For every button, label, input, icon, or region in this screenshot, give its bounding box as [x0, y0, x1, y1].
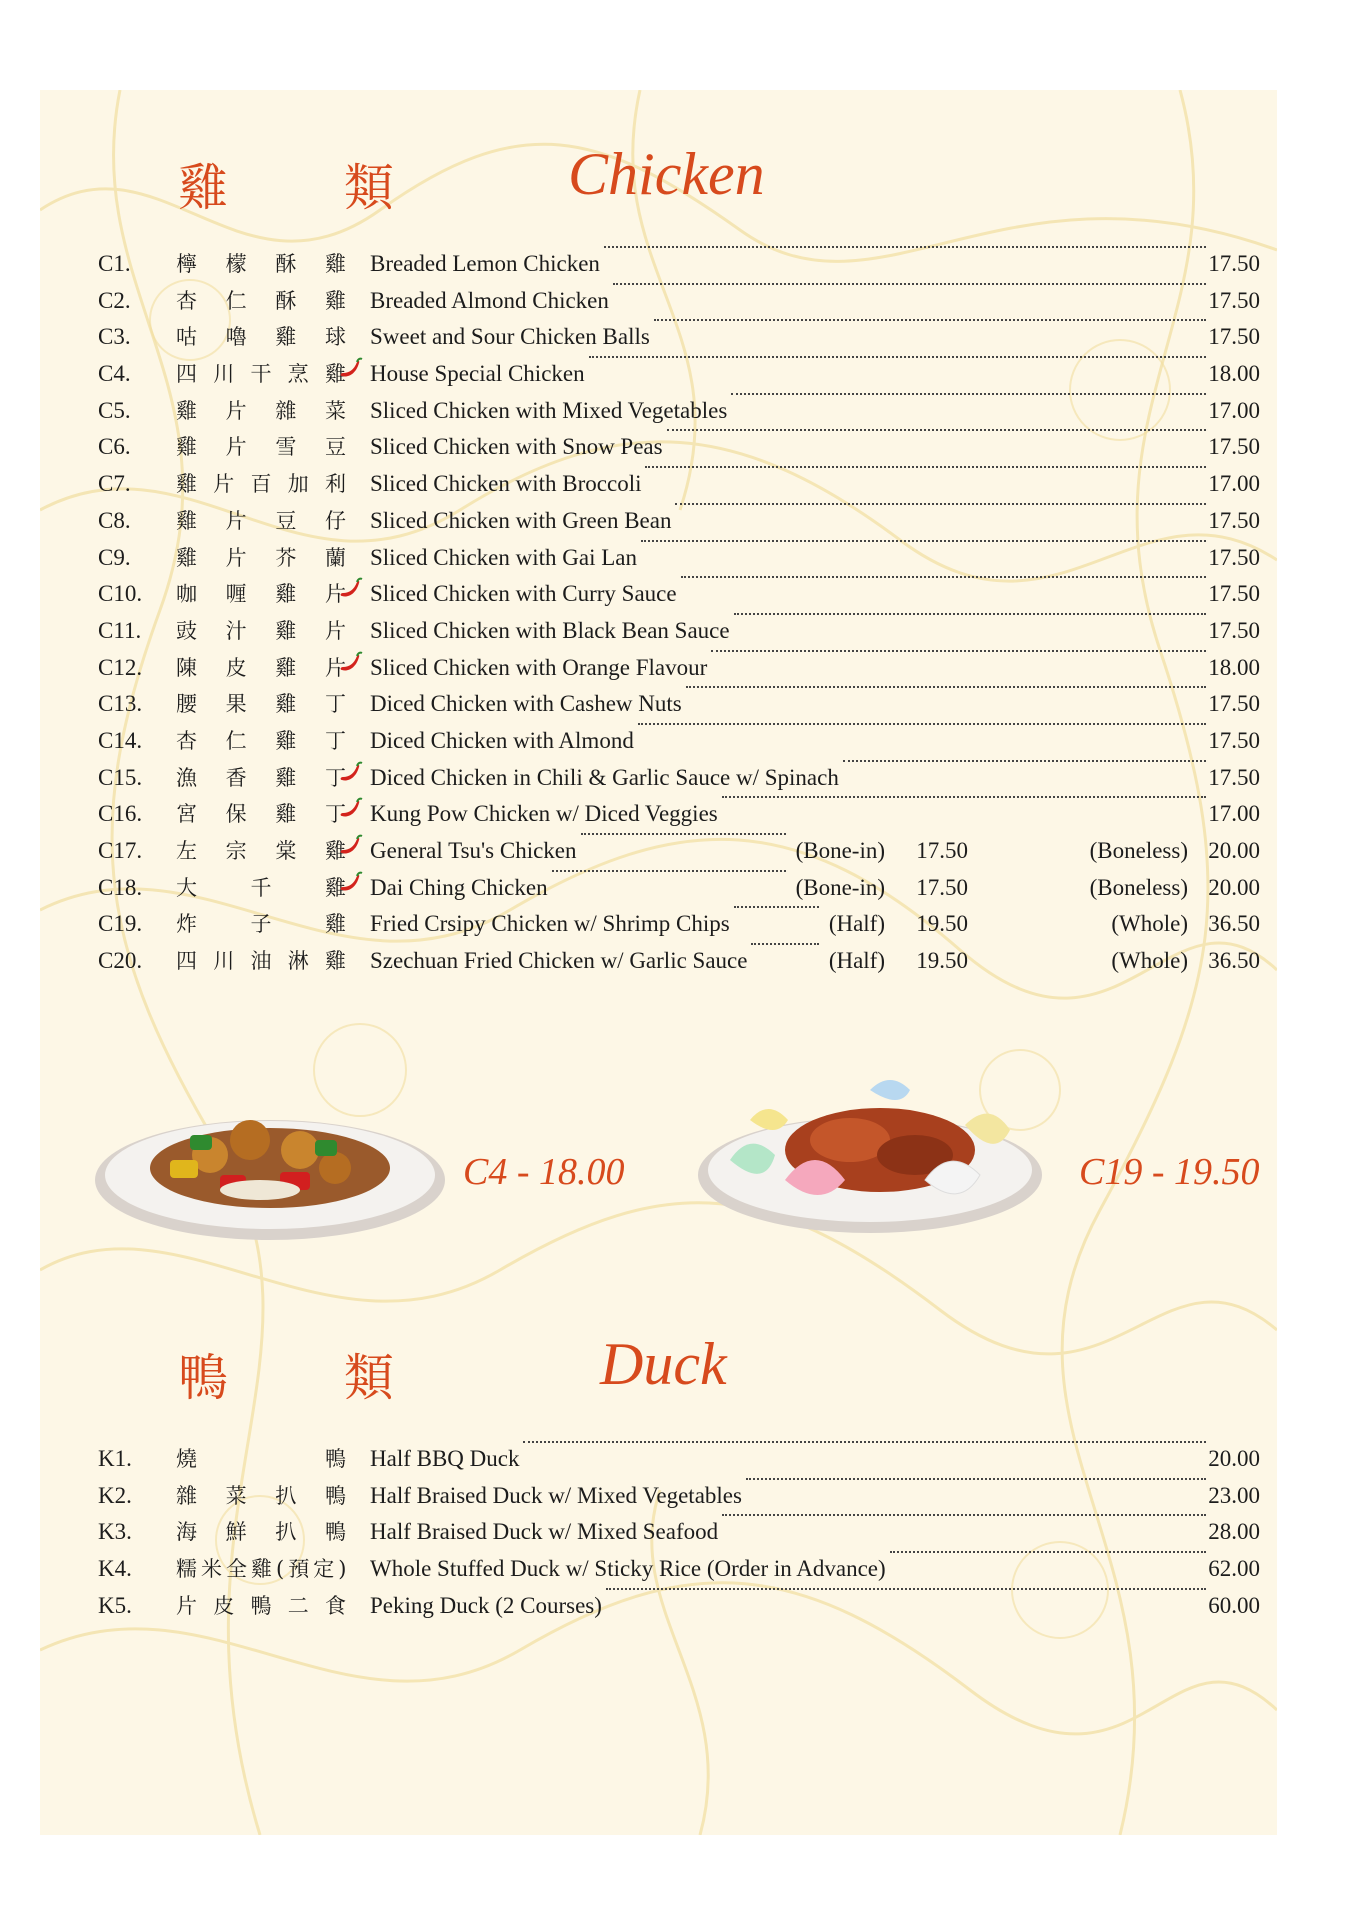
item-price: 17.00	[1208, 471, 1260, 497]
dot-leader	[686, 686, 1206, 688]
item-price: 18.00	[1208, 361, 1260, 387]
item-price: 23.00	[1208, 1482, 1260, 1508]
portion-price: 36.50	[1208, 911, 1260, 937]
menu-item-row	[98, 1551, 1260, 1588]
item-name-en: House Special Chicken	[370, 361, 585, 387]
item-name-zh: 四 川 油 淋 雞	[176, 949, 346, 974]
dot-leader	[613, 283, 1206, 285]
menu-item-row	[98, 246, 1260, 283]
dot-leader	[552, 870, 786, 872]
menu-item-row	[98, 796, 1260, 833]
item-price: 17.50	[1208, 617, 1260, 643]
chicken-title-zh: 雞 類	[178, 159, 444, 217]
dot-leader	[606, 1588, 1206, 1590]
item-code: K1.	[98, 1446, 132, 1471]
item-name-zh: 咖 喱 雞 片	[176, 582, 346, 607]
chili-pepper-icon	[338, 796, 364, 834]
menu-item-row	[98, 466, 1260, 503]
dot-leader	[654, 319, 1206, 321]
item-code: K2.	[98, 1482, 132, 1508]
item-name-en: Sliced Chicken with Broccoli	[370, 471, 642, 497]
item-price: 17.50	[1208, 324, 1260, 350]
dot-leader	[731, 393, 1206, 395]
item-name-zh: 雞 片 雜 菜	[176, 398, 346, 423]
item-name-en: Half BBQ Duck	[370, 1446, 520, 1471]
house-special-chicken-photo	[90, 1080, 450, 1250]
item-name-en: Kung Pow Chicken w/ Diced Veggies	[370, 801, 718, 827]
menu-item-row	[98, 1478, 1260, 1515]
item-name-zh: 杏 仁 酥 雞	[176, 288, 346, 313]
item-price: 28.00	[1208, 1519, 1260, 1545]
menu-item-row	[98, 1441, 1260, 1478]
menu-item-row	[98, 870, 1260, 907]
item-price: 17.50	[1208, 287, 1260, 313]
portion-price: 19.50	[916, 911, 968, 937]
portion-label: (Boneless)	[1089, 874, 1188, 900]
item-name-zh: 海 鮮 扒 鴨	[176, 1520, 346, 1545]
dot-leader	[722, 1514, 1206, 1516]
item-code: C5.	[98, 397, 131, 423]
chicken-menu-list	[98, 246, 1260, 833]
item-name-zh: 糯米全雞(預定)	[176, 1557, 351, 1582]
item-code: C4.	[98, 361, 131, 387]
item-code: C15.	[98, 764, 143, 790]
item-name-en: Sliced Chicken with Gai Lan	[370, 544, 637, 570]
dot-leader	[581, 833, 786, 835]
menu-item-row	[98, 613, 1260, 650]
chili-pepper-icon	[338, 870, 364, 908]
menu-item-row	[98, 760, 1260, 797]
chili-pepper-icon	[338, 356, 364, 394]
item-price: 17.50	[1208, 434, 1260, 460]
item-name-en: Dai Ching Chicken	[370, 874, 548, 900]
item-name-en: Half Braised Duck w/ Mixed Vegetables	[370, 1482, 742, 1508]
item-code: K5.	[98, 1592, 132, 1618]
item-name-zh: 宮 保 雞 丁	[176, 802, 346, 827]
item-code: C2.	[98, 287, 131, 313]
item-name-zh: 炸 子 雞	[176, 912, 346, 937]
item-name-en: Half Braised Duck w/ Mixed Seafood	[370, 1519, 719, 1545]
item-name-zh: 陳 皮 雞 片	[176, 655, 346, 680]
item-name-en: Sliced Chicken with Black Bean Sauce	[370, 617, 730, 643]
menu-item-row	[98, 1514, 1260, 1551]
item-name-en: Whole Stuffed Duck w/ Sticky Rice (Order in Advance)	[370, 1556, 886, 1582]
portion-price: 17.50	[916, 874, 968, 900]
item-code: C19.	[98, 911, 143, 937]
menu-item-row	[98, 833, 1260, 870]
dot-leader	[734, 906, 819, 908]
portion-label: (Boneless)	[1089, 838, 1188, 863]
menu-item-row	[98, 283, 1260, 320]
item-code: C1.	[98, 251, 131, 276]
menu-item-row	[98, 686, 1260, 723]
item-name-en: Sweet and Sour Chicken Balls	[370, 324, 650, 350]
item-price: 17.50	[1208, 581, 1260, 607]
portion-price: 36.50	[1208, 948, 1260, 974]
dot-leader	[641, 540, 1206, 542]
photo-caption-c19: C19 - 19.50	[1079, 1151, 1260, 1193]
item-name-en: Peking Duck (2 Courses)	[370, 1592, 602, 1618]
dot-leader	[746, 1478, 1206, 1480]
item-price: 62.00	[1208, 1556, 1260, 1582]
dot-leader	[734, 613, 1206, 615]
portion-price: 20.00	[1208, 838, 1260, 863]
dot-leader	[722, 796, 1206, 798]
item-code: C6.	[98, 434, 131, 460]
chicken-section-header	[0, 140, 1357, 230]
dot-leader	[638, 723, 1206, 725]
item-price: 17.50	[1208, 251, 1260, 276]
portion-label: (Whole)	[1111, 911, 1188, 937]
menu-item-row	[98, 503, 1260, 540]
item-name-en: Breaded Almond Chicken	[370, 287, 609, 313]
fried-crispy-chicken-photo	[690, 1065, 1050, 1245]
item-price: 17.50	[1208, 764, 1260, 790]
item-code: C7.	[98, 471, 131, 497]
item-code: C12.	[98, 654, 143, 680]
portion-label: (Half)	[828, 948, 885, 974]
item-code: C8.	[98, 507, 131, 533]
item-name-zh: 雞 片 雪 豆	[176, 435, 346, 460]
item-price: 17.50	[1208, 727, 1260, 753]
portion-price: 19.50	[916, 948, 968, 974]
item-price: 18.00	[1208, 654, 1260, 680]
item-code: C3.	[98, 324, 131, 350]
duck-menu-list	[98, 1441, 1260, 1624]
item-code: C16.	[98, 801, 143, 827]
item-price: 60.00	[1208, 1592, 1260, 1618]
photo-caption-c4: C4 - 18.00	[463, 1151, 625, 1193]
item-code: C10.	[98, 581, 143, 607]
item-name-zh: 雞 片 芥 蘭	[176, 545, 346, 570]
item-price: 17.50	[1208, 507, 1260, 533]
item-name-zh: 杏 仁 雞 丁	[176, 728, 346, 753]
menu-item-row	[98, 1588, 1260, 1625]
chili-pepper-icon	[338, 650, 364, 688]
menu-item-row	[98, 576, 1260, 613]
menu-item-row	[98, 723, 1260, 760]
item-code: C13.	[98, 691, 143, 717]
item-code: K3.	[98, 1519, 132, 1545]
item-name-zh: 腰 果 雞 丁	[176, 692, 346, 717]
item-name-zh: 片 皮 鴨 二 食	[176, 1593, 346, 1618]
portion-label: (Bone-in)	[795, 838, 885, 863]
chicken-title-en: Chicken	[568, 141, 765, 207]
chili-pepper-icon	[338, 576, 364, 614]
item-name-en: Sliced Chicken with Orange Flavour	[370, 654, 708, 680]
item-name-zh: 四 川 干 烹 雞	[176, 362, 346, 387]
chili-pepper-icon	[338, 760, 364, 798]
item-code: C14.	[98, 727, 143, 753]
menu-item-row	[98, 943, 1260, 980]
dot-leader	[589, 356, 1206, 358]
dot-leader	[751, 943, 819, 945]
item-name-zh: 燒 鴨	[176, 1447, 346, 1471]
item-code: C11.	[98, 617, 142, 643]
item-name-zh: 漁 香 雞 丁	[176, 765, 346, 790]
dot-leader	[645, 466, 1206, 468]
portion-label: (Half)	[828, 911, 885, 937]
item-price: 20.00	[1208, 1446, 1260, 1471]
item-code: C9.	[98, 544, 131, 570]
item-name-en: Diced Chicken with Cashew Nuts	[370, 691, 682, 717]
portion-price: 17.50	[916, 838, 968, 863]
item-name-zh: 大 千 雞	[176, 875, 346, 900]
portion-label: (Whole)	[1111, 948, 1188, 974]
menu-item-row	[98, 429, 1260, 466]
item-name-en: Szechuan Fried Chicken w/ Garlic Sauce	[370, 948, 748, 974]
item-price: 17.50	[1208, 691, 1260, 717]
item-price: 17.00	[1208, 397, 1260, 423]
duck-section-header	[0, 1330, 1357, 1420]
menu-item-row	[98, 906, 1260, 943]
duck-title-zh: 鴨 類	[178, 1349, 444, 1407]
dot-leader	[675, 503, 1206, 505]
item-name-en: Sliced Chicken with Snow Peas	[370, 434, 663, 460]
item-name-en: General Tsu's Chicken	[370, 838, 577, 863]
item-code: C20.	[98, 948, 143, 974]
item-code: K4.	[98, 1556, 132, 1582]
item-name-zh: 雞 片 豆 仔	[176, 508, 346, 533]
item-price: 17.00	[1208, 801, 1260, 827]
dot-leader	[843, 760, 1206, 762]
item-name-zh: 左 宗 棠 雞	[176, 839, 346, 863]
menu-item-row	[98, 356, 1260, 393]
chicken-portion-list	[98, 833, 1260, 980]
item-name-en: Sliced Chicken with Mixed Vegetables	[370, 397, 728, 423]
dot-leader	[711, 650, 1206, 652]
item-code: C17.	[98, 838, 143, 863]
item-name-zh: 雜 菜 扒 鴨	[176, 1483, 346, 1508]
menu-item-row	[98, 650, 1260, 687]
portion-label: (Bone-in)	[795, 874, 885, 900]
item-name-en: Sliced Chicken with Green Bean	[370, 507, 672, 533]
item-name-en: Diced Chicken in Chili & Garlic Sauce w/ Spinach	[370, 764, 839, 790]
portion-price: 20.00	[1208, 874, 1260, 900]
menu-item-row	[98, 540, 1260, 577]
item-name-zh: 檸 檬 酥 雞	[176, 252, 346, 276]
item-name-zh: 雞 片 百 加 利	[176, 472, 346, 497]
menu-item-row	[98, 319, 1260, 356]
item-name-en: Sliced Chicken with Curry Sauce	[370, 581, 677, 607]
item-name-zh: 咕 嚕 雞 球	[176, 325, 346, 350]
item-name-en: Fried Crsipy Chicken w/ Shrimp Chips	[370, 911, 730, 937]
duck-title-en: Duck	[600, 1331, 727, 1397]
item-name-en: Breaded Lemon Chicken	[370, 251, 600, 276]
chili-pepper-icon	[338, 833, 364, 871]
item-name-zh: 豉 汁 雞 片	[176, 618, 346, 643]
dot-leader	[604, 246, 1206, 248]
dot-leader	[667, 429, 1206, 431]
menu-item-row	[98, 393, 1260, 430]
dot-leader	[523, 1441, 1206, 1443]
item-name-en: Diced Chicken with Almond	[370, 727, 634, 753]
dot-leader	[890, 1551, 1206, 1553]
dot-leader	[681, 576, 1206, 578]
item-code: C18.	[98, 874, 143, 900]
item-price: 17.50	[1208, 544, 1260, 570]
